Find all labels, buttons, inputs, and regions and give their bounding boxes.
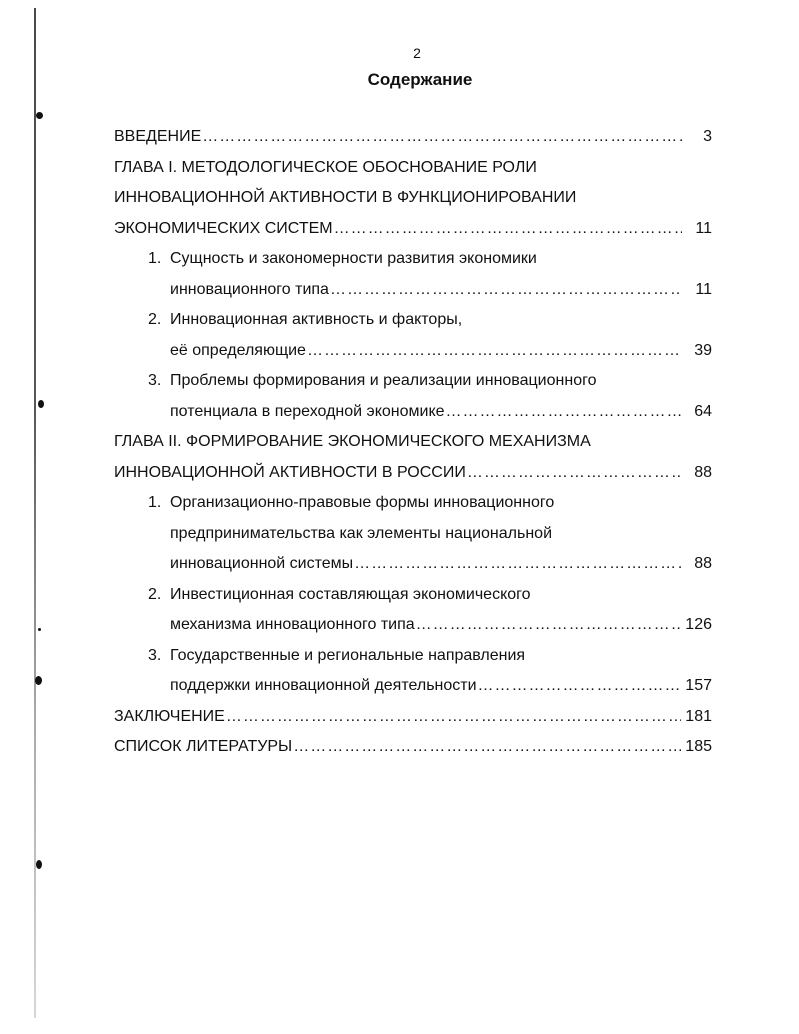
toc-section-2-3-line-1 <box>114 641 712 672</box>
toc-chapter-2-line-2 <box>114 458 712 489</box>
toc-entry-text: её определяющие <box>170 341 306 359</box>
toc-section-2-1-line-1 <box>114 488 712 519</box>
section-number: 3. <box>148 646 162 664</box>
toc-entry-text: Проблемы формирования и реализации инновационного <box>170 372 597 389</box>
leader-dots <box>202 122 682 153</box>
toc-page-number: 11 <box>695 280 712 298</box>
toc-entry-text: механизма инновационного типа <box>170 616 415 633</box>
scan-speck <box>38 628 41 631</box>
toc-page-number: 39 <box>694 341 712 359</box>
leader-dots <box>334 214 682 245</box>
toc-page-number: 88 <box>694 463 712 481</box>
toc-page-number: 185 <box>685 738 712 755</box>
toc-section-2-2-line-2 <box>114 610 712 641</box>
toc-section-1-2-line-2 <box>114 336 712 367</box>
toc-entry-text: ЭКОНОМИЧЕСКИХ СИСТЕМ <box>114 219 333 237</box>
leader-dots <box>354 549 682 580</box>
toc-page-number: 126 <box>685 616 712 633</box>
toc-page-number: 3 <box>703 128 712 145</box>
toc-page-number: 88 <box>694 555 712 572</box>
toc-page-number: 157 <box>685 677 712 694</box>
section-number: 2. <box>148 585 162 603</box>
toc-entry-text: инновационной системы <box>170 555 354 572</box>
leader-dots <box>226 702 681 733</box>
table-of-contents <box>114 122 712 763</box>
toc-section-2-2-line-1 <box>114 580 712 611</box>
toc-entry-text: Инновационная активность и факторы, <box>170 311 463 328</box>
toc-section-1-3-line-1 <box>114 366 712 397</box>
scan-speck <box>38 400 44 408</box>
leader-dots <box>416 610 682 641</box>
toc-page-number: 181 <box>685 707 712 725</box>
toc-entry-text: потенциала в переходной экономике <box>170 402 445 420</box>
section-number: 2. <box>148 311 162 328</box>
leader-dots <box>446 397 682 428</box>
toc-chapter-1-line-1: ГЛАВА I. МЕТОДОЛОГИЧЕСКОЕ ОБОСНОВАНИЕ РОЛИ <box>114 158 537 176</box>
toc-section-1-1-line-2 <box>114 275 712 306</box>
toc-entry-text: Организационно-правовые формы инновационного <box>170 494 555 511</box>
toc-section-2-1-line-2: предпринимательства как элементы национальной <box>170 524 553 542</box>
toc-entry-text: СПИСОК ЛИТЕРАТУРЫ <box>114 738 293 755</box>
leader-dots <box>330 275 682 306</box>
toc-page-number: 11 <box>695 219 712 237</box>
section-number: 3. <box>148 372 162 389</box>
toc-entry-conclusion <box>114 702 712 733</box>
toc-entry-text: поддержки инновационной деятельности <box>170 677 477 694</box>
leader-dots <box>467 458 682 489</box>
toc-section-2-3-line-2 <box>114 671 712 702</box>
toc-entry-text: Сущность и закономерности развития экономики <box>170 250 537 267</box>
toc-entry-text: ИННОВАЦИОННОЙ АКТИВНОСТИ В РОССИИ <box>114 463 466 481</box>
toc-section-1-2-line-1 <box>114 305 712 336</box>
toc-section-1-1-line-1 <box>114 244 712 275</box>
toc-section-2-1-line-3 <box>114 549 712 580</box>
toc-entry-introduction <box>114 122 712 153</box>
toc-entry-text: ВВЕДЕНИЕ <box>114 128 202 145</box>
leader-dots <box>307 336 682 367</box>
toc-page-number: 64 <box>694 402 712 420</box>
toc-entry-bibliography <box>114 732 712 763</box>
toc-chapter-2-line-1: ГЛАВА II. ФОРМИРОВАНИЕ ЭКОНОМИЧЕСКОГО МЕХАНИЗМА <box>114 433 591 450</box>
toc-title: Содержание <box>367 70 473 89</box>
page-number: 2 <box>413 45 421 61</box>
toc-entry-text: Государственные и региональные направления <box>170 646 526 664</box>
leader-dots <box>478 671 682 702</box>
toc-entry-text: ЗАКЛЮЧЕНИЕ <box>114 707 225 725</box>
scan-speck <box>36 860 42 869</box>
scan-speck <box>35 676 42 685</box>
scan-speck <box>36 112 43 119</box>
toc-section-1-3-line-2 <box>114 397 712 428</box>
section-number: 1. <box>148 250 162 267</box>
toc-chapter-1-line-3 <box>114 214 712 245</box>
leader-dots <box>293 732 681 763</box>
toc-chapter-1-line-2: ИННОВАЦИОННОЙ АКТИВНОСТИ В ФУНКЦИОНИРОВАНИИ <box>114 189 577 206</box>
section-number: 1. <box>148 494 162 511</box>
toc-entry-text: Инвестиционная составляющая экономического <box>170 585 531 603</box>
toc-entry-text: инновационного типа <box>170 280 329 298</box>
